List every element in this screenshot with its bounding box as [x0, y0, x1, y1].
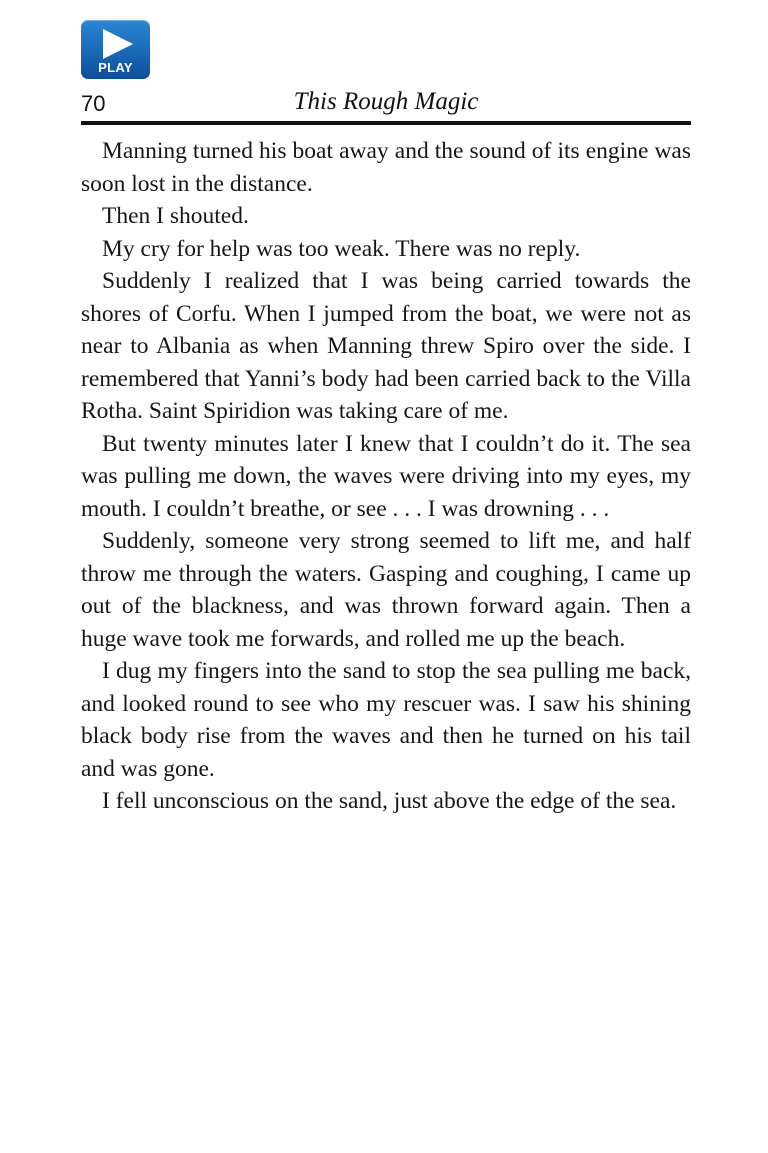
paragraph: Suddenly, someone very strong seemed to lift me, and half throw me through the waters. Gasping and coughing, I came up out of the blackness, and was thrown forward again. Then a huge wave took me forwards, and rolled me up the beach.: [81, 528, 691, 652]
paragraph: Manning turned his boat away and the sound of its engine was soon lost in the distance.: [81, 138, 691, 197]
page-number: 70: [81, 91, 106, 116]
page-header: [81, 88, 691, 122]
play-button[interactable]: [81, 20, 150, 79]
paragraph: I fell unconscious on the sand, just above the edge of the sea.: [102, 788, 677, 814]
paragraph: Then I shouted.: [102, 203, 249, 229]
paragraph: My cry for help was too weak. There was no reply.: [102, 235, 581, 262]
paragraph: But twenty minutes later I knew that I couldn’t do it. The sea was pulling me down, the waves were driving into my eyes, my mouth. I couldn’t breathe, or see . . . I was drowning . . .: [81, 430, 691, 522]
play-icon: [103, 29, 133, 59]
body-text: [81, 135, 691, 818]
header-rule: [81, 121, 691, 125]
running-title: This Rough Magic: [293, 88, 479, 115]
paragraph: I dug my fingers into the sand to stop the sea pulling me back, and looked round to see who my rescuer was. I saw his shining black body rise from the waves and then he turned on his tail and was gone.: [81, 658, 691, 782]
paragraph: Suddenly I realized that I was being carried towards the shores of Corfu. When I jumped from the boat, we were not as near to Albania as when Manning threw Spiro over the side. I remembered that Yanni’s body had been carried back to the Villa Rotha. Saint Spiridion was taking care of me.: [81, 268, 691, 424]
play-label: PLAY: [98, 60, 133, 75]
